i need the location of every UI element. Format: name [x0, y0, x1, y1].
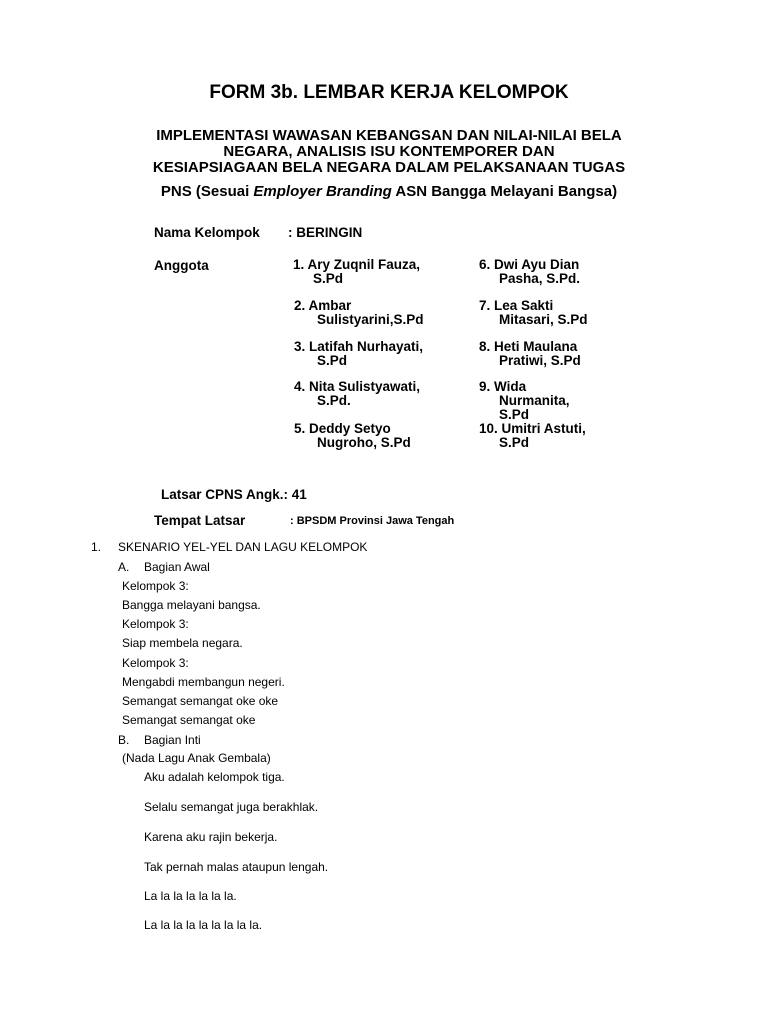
pns-employer-branding-line [0, 183, 768, 200]
member-item: 6. Dwi Ayu Dian Pasha, S.Pd. [479, 257, 581, 286]
yel-line: Kelompok 3: [122, 656, 189, 670]
member-item: 5. Deddy Setyo Nugroho, S.Pd [294, 421, 411, 450]
pns-italic: Employer Branding [253, 183, 392, 200]
member-item: 3. Latifah Nurhayati, S.Pd [294, 339, 424, 368]
part-b-note: (Nada Lagu Anak Gembala) [122, 751, 271, 765]
part-a-title: Bagian Awal [144, 560, 210, 574]
lyric-line: Selalu semangat juga berakhlak. [144, 800, 319, 814]
lyric-line: Aku adalah kelompok tiga. [144, 770, 285, 784]
subtitle-line-3: KESIAPSIAGAAN BELA NEGARA DALAM PELAKSANAAN TUGAS [152, 159, 626, 176]
part-a-letter: A. [118, 560, 130, 574]
pns-prefix: PNS (Sesuai [160, 183, 254, 200]
lyric-line: La la la la la la la la la. [144, 918, 263, 932]
part-b-title: Bagian Inti [144, 733, 201, 747]
yel-line: Kelompok 3: [122, 617, 189, 631]
lyric-line: Karena aku rajin bekerja. [144, 830, 278, 844]
tempat-latsar-value: : BPSDM Provinsi Jawa Tengah [290, 515, 455, 527]
member-item: 9. Wida Nurmanita, S.Pd [479, 379, 570, 422]
yel-line: Mengabdi membangun negeri. [122, 675, 285, 689]
group-name-value: : BERINGIN [288, 225, 363, 240]
yel-line: Siap membela negara. [122, 636, 243, 650]
section-heading: SKENARIO YEL-YEL DAN LAGU KELOMPOK [118, 540, 368, 554]
lyric-line: La la la la la la la. [144, 889, 237, 903]
yel-line: Kelompok 3: [122, 579, 189, 593]
lyric-line: Tak pernah malas ataupun lengah. [144, 860, 329, 874]
member-item: 10. Umitri Astuti, S.Pd [479, 421, 586, 450]
section-number: 1. [91, 540, 102, 554]
yel-line: Bangga melayani bangsa. [122, 598, 261, 612]
member-item: 8. Heti Maulana Pratiwi, S.Pd [479, 339, 581, 368]
member-item: 1. Ary Zuqnil Fauza, S.Pd [293, 257, 421, 286]
member-item: 7. Lea Sakti Mitasari, S.Pd [479, 298, 588, 327]
yel-line: Semangat semangat oke oke [122, 694, 279, 708]
member-item: 2. Ambar Sulistyarini,S.Pd [294, 298, 424, 327]
tempat-latsar-label: Tempat Latsar [154, 513, 246, 528]
members-label: Anggota [154, 258, 209, 273]
pns-suffix: ASN Bangga Melayani Bangsa) [391, 183, 618, 200]
subtitle-line-1: IMPLEMENTASI WAWASAN KEBANGSAN DAN NILAI-NILAI BELA [156, 127, 622, 144]
part-b-letter: B. [118, 733, 130, 747]
latsar-label: Latsar CPNS Angk.: 41 [161, 487, 307, 502]
yel-line: Semangat semangat oke [122, 713, 256, 727]
subtitle-line-2: NEGARA, ANALISIS ISU KONTEMPORER DAN [223, 143, 555, 160]
member-item: 4. Nita Sulistyawati, S.Pd. [294, 379, 421, 408]
form-title: FORM 3b. LEMBAR KERJA KELOMPOK [209, 82, 569, 103]
group-name-label: Nama Kelompok [154, 225, 260, 240]
